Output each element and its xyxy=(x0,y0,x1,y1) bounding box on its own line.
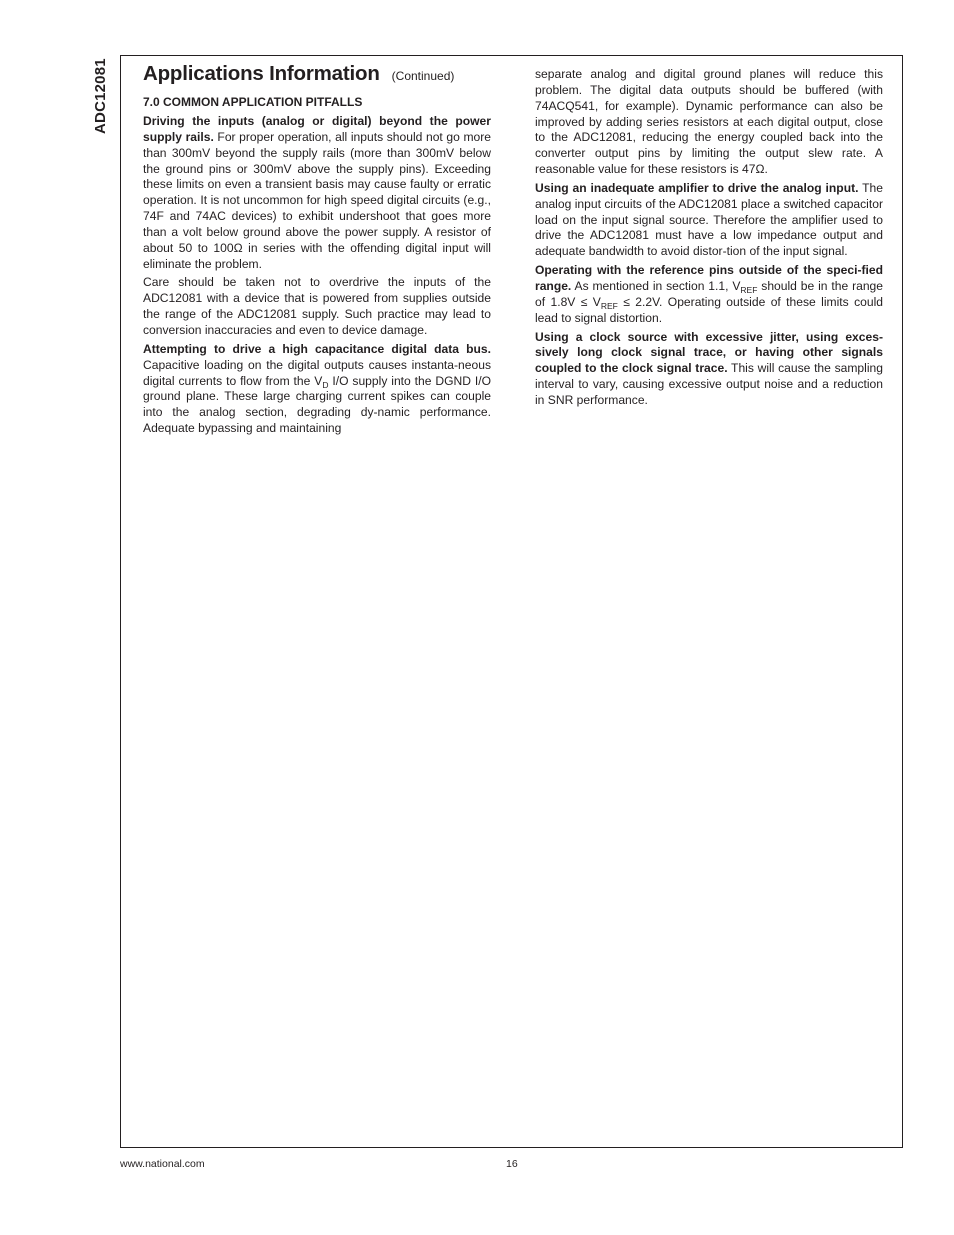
part-number-side-label: ADC12081 xyxy=(92,58,109,134)
paragraph-lead: Driving the inputs (analog or digital) beyond the power supply rails. xyxy=(143,114,491,144)
paragraph-body: Capacitive loading on the digital outputs causes instanta-neous digital currents to flow from the V xyxy=(143,357,491,388)
paragraph-overdrive-caution xyxy=(143,275,491,338)
subscript: REF xyxy=(740,284,758,295)
page-header xyxy=(143,62,491,90)
paragraph-body: This will cause the sampling interval to vary, causing excessive output noise and a reduction in SNR performance. xyxy=(535,361,883,407)
right-column xyxy=(535,67,883,412)
paragraph-body-end: ≤ 2.2V. Operating outside of these limits could lead to signal distortion. xyxy=(535,294,883,325)
paragraph-body: As mentioned in section 1.1, V xyxy=(571,278,741,293)
section-heading: 7.0 COMMON APPLICATION PITFALLS xyxy=(143,95,363,109)
paragraph-body: For proper operation, all inputs should not go more than 300mV beyond the supply rails (more than 300mV below the ground pins or 300mV above the supply pins). Exceeding these limits on even a transient basis may cause faulty or erratic operation. It is not uncommon for high speed digital circuits (e.g., 74F and 74AC devices) to exhibit undershoot that goes more than a volt below ground above the power supply. A resistor of about 50 to 100Ω in series with the offending digital input will eliminate the problem. xyxy=(143,129,491,271)
paragraph-body-continued: I/O supply into the DGND I/O ground plane. These large charging current spikes can couple into the analog section, degrading dy-namic performance. Adequate bypassing and maintaining xyxy=(143,373,492,436)
page-number: 16 xyxy=(506,1158,518,1170)
paragraph-lead: Operating with the reference pins outside of the speci-fied range. xyxy=(535,263,883,293)
footer-website-link[interactable]: www.national.com xyxy=(120,1158,205,1170)
left-column xyxy=(143,62,492,440)
paragraph-capacitance-bus xyxy=(143,342,491,437)
paragraph-body-continued: should be in the range of 1.8V ≤ V xyxy=(535,278,883,309)
paragraph-body: Care should be taken not to overdrive the inputs of the ADC12081 with a device that is powered from supplies outside the range of the ADC12081 supply. Such practice may lead to conversion inaccuracies and even to device damage. xyxy=(143,275,491,337)
paragraph-lead: Using a clock source with excessive jitter, using exces-sively long clock signal trace, or having other signals coupled to the clock signal trace. xyxy=(535,329,883,376)
paragraph-reference-pins xyxy=(535,263,883,326)
paragraph-ground-planes xyxy=(535,67,883,178)
paragraph-body: The analog input circuits of the ADC12081 place a switched capacitor load on the input signal source. Therefore the amplifier used to drive the ADC12081 must have a low impedance output and adequate bandwidth to avoid distor-tion of the input signal. xyxy=(535,180,884,259)
paragraph-lead: Attempting to drive a high capacitance digital data bus. xyxy=(143,341,491,356)
paragraph-inadequate-amplifier xyxy=(535,181,883,260)
paragraph-driving-inputs xyxy=(143,114,491,272)
paragraph-clock-jitter xyxy=(535,330,883,409)
paragraph-body: separate analog and digital ground planes will reduce this problem. The digital data outputs should be buffered (with 74ACQ541, for example). Dynamic performance can also be improved by adding series resistors at each digital output, close to the ADC12081, reducing the energy coupled back into the converter output pins by limiting the output slew rate. A reasonable value for these resistors is 47Ω. xyxy=(535,67,883,177)
continued-label: (Continued) xyxy=(391,69,455,83)
subscript: D xyxy=(322,379,329,390)
page-title: Applications Information xyxy=(143,62,380,85)
subscript: REF xyxy=(600,300,618,311)
paragraph-lead: Using an inadequate amplifier to drive the analog input. xyxy=(535,180,859,195)
